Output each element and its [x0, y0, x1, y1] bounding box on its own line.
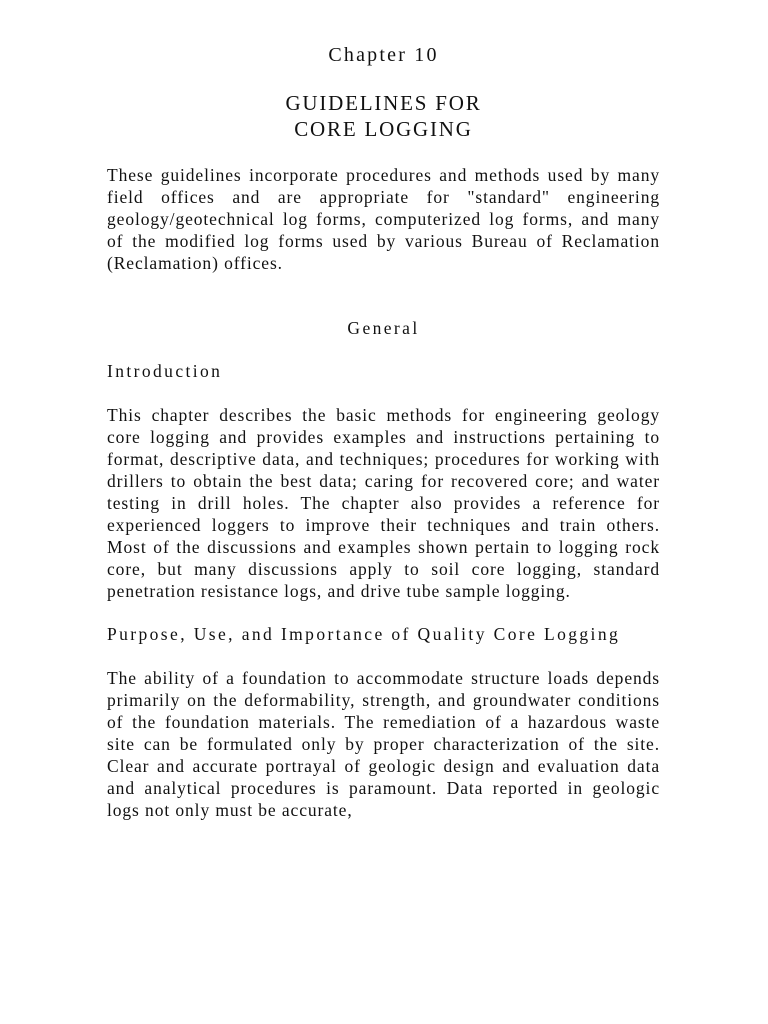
chapter-title [107, 90, 660, 142]
chapter-title-line-1: GUIDELINES FOR [285, 91, 482, 115]
intro-paragraph: These guidelines incorporate procedures and methods used by many field offices and are appropriate for "standard" engineering geology/geotechnical log forms, computerized log forms, and many of the modified log forms used by various Bureau of Reclamation (Reclamation) offices. [107, 165, 660, 273]
subheading-introduction: Introduction [107, 361, 223, 381]
section-heading-general: General [347, 318, 420, 338]
subheading-purpose: Purpose, Use, and Importance of Quality Core Logging [107, 624, 621, 644]
chapter-title-line-2: CORE LOGGING [294, 117, 473, 141]
chapter-number: Chapter 10 [328, 44, 439, 66]
purpose-paragraph: The ability of a foundation to accommodate structure loads depends primarily on the deformability, strength, and groundwater conditions of the foundation materials. The remediation of a hazardous waste site can be formulated only by proper characterization of the site. Clear and accurate portrayal of geologic design and evaluation data and analytical procedures is paramount. Data reported in geologic logs not only must be accurate, [107, 668, 660, 820]
document-page [107, 40, 660, 821]
introduction-paragraph: This chapter describes the basic methods for engineering geology core logging and provides examples and instructions pertaining to format, descriptive data, and techniques; procedures for working with drillers to obtain the best data; caring for recovered core; and water testing in drill holes. The chapter also provides a reference for experienced loggers to improve their techniques and train others. Most of the discussions and examples shown pertain to logging rock core, but many discussions apply to soil core logging, standard penetration resistance logs, and drive tube sample logging. [107, 405, 660, 601]
